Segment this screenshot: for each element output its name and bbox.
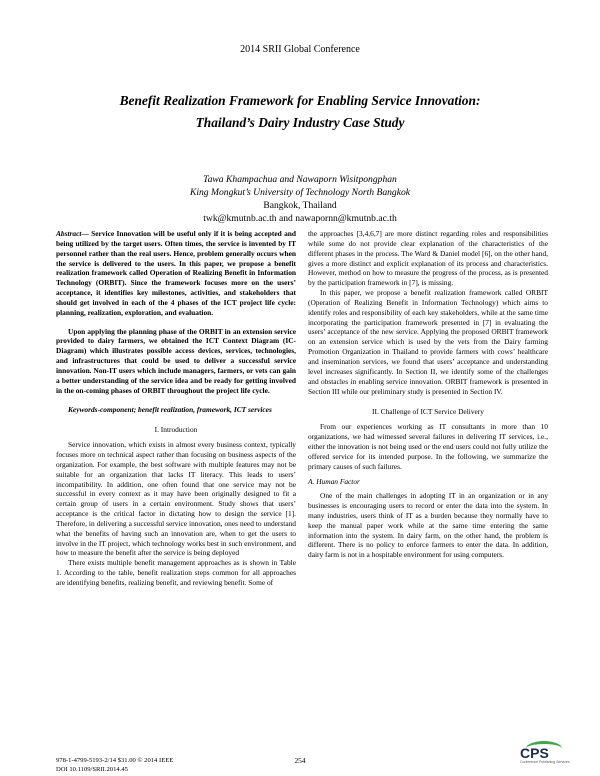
section-2-heading: II. Challenge of ICT Service Delivery [372,407,484,417]
right-paragraph-3: From our experiences working as IT consultants in more than 10 organizations, we had witnessed several failures in delivering IT services, i.e., either the innovation is not being used or the end users could not fully utilize the offered service for its intended purpose. In the following, we summarize the primary causes of such failures. [308,422,548,471]
abstract-text: — Service Innovation will be useful only if it is being accepted and being utilized by the target users. Often times, the service is invented by IT personnel rather than the real users. Hence, problem generally occurs when the service is delivered to the users. In this paper, we propose a benefit realization framework called Operation of Realizing Benefit in Information Technology (ORBIT). Since the framework focuses more on the users’ acceptance, it identifies key milestones, activities, and stakeholders that should get involved in each of the 4 phases of the ICT project life cycle: planning, realization, exploration, and evaluation. [56,229,296,317]
abstract-label: Abstract [56,229,82,238]
section-1-heading: I. Introduction [154,425,198,435]
author-names: Tawa Khampachua and Nawaporn Wisitpongphan [203,174,397,185]
right-paragraph-2: In this paper, we propose a benefit realization framework called ORBIT (Operation of Realizing Benefit in Information Technology) which aims to identify roles and responsibility of each key stakeholders, while at the same time incorporating the participation framework presented in [7] in evaluating the users’ acceptance of the new service. Applying the proposed ORBIT framework on an extension service which is used by the vets from the Dairy farming Promotion Organization in Thailand to provide farmers with cows’ healthcare and insemination services, we found that users’ acceptance and understanding level increases significantly. In Section II, we identify some of the challenges and obstacles in enabling service innovation. ORBIT framework is presented in Section III while our preliminary study is presented in Section IV. [308,288,548,396]
subsection-a-heading: A. Human Factor [308,477,360,487]
footer-doi: DOI 10.1109/SRII.2014.45 [56,766,128,773]
footer-isbn: 978-1-4799-5193-2/14 $31.00 © 2014 IEEE [56,757,174,764]
paper-title [60,90,540,134]
author-email: twk@kmutnb.ac.th and nawapornn@kmutnb.ac.th [203,213,397,224]
cps-logo [520,745,570,769]
right-paragraph-1: the approaches [3,4,6,7] are more distinct regarding roles and responsibilities while some do not provide clear explanation of the characteristics of the different phases in the process. The Ward & Daniel model [6], on the other hand, gives a more distinct and explicit explanation of its process and characteristics. However, method on how to measure the progress of the process, as is presented by the participation framework in [7], is missing. [308,229,548,288]
intro-paragraph-1: Service innovation, which exists in almost every business context, typically focuses more on technical aspect rather than focusing on business aspects of the organization. For example, the best software with multiple features may not be suitable for an organization that lacks IT literacy. This leads to users’ incompatibility. In addition, one often found that one service may not be successful in every context as it may have been originally designed to fit a certain group of users in a certain environment. Study shows that users’ acceptance is the critical factor in dictating how to design the service [1]. Therefore, in delivering a successful service innovation, ones need to understand what the benefits of having such an innovation are, when to get the users to involve in the IT project, which technology works best in such environment, and how to measure the benefit after the service is being deployed [56,440,296,558]
keywords: Keywords-component; benefit realization, framework, ICT services [68,404,272,414]
page-number: 254 [294,756,306,765]
right-column [308,229,548,560]
conference-header: 2014 SRII Global Conference [240,44,360,55]
author-block [60,173,540,225]
title-line-2: Thailand’s Dairy Industry Case Study [195,115,405,130]
title-line-1: Benefit Realization Framework for Enabling Service Innovation: [119,93,481,108]
cps-logo-subtext: Conference Publishing Services [520,760,570,764]
right-paragraph-4: One of the main challenges in adopting IT in an organization or in any businesses is encouraging users to record or enter the data into the system. In many industries, users think of IT as a burden because they normally have to keep the manual paper work while at the same time entering the same information into the system. In dairy farm, on the other hand, the problem is different. There is no policy to enforce farmers to enter the data. In addition, dairy farm is not in a hospitable environment for using computers. [308,491,548,560]
left-column [56,229,296,588]
cps-logo-text: CPS [520,745,549,761]
author-location: Bangkok, Thailand [263,200,337,211]
abstract-paragraph-2: Upon applying the planning phase of the ORBIT in an extension service provided to dairy farmers, we obtained the ICT Context Diagram (IC-Diagram) which illustrates possible access devices, services, technologies, and infrastructures that could be used to deliver a successful service innovation. Non-IT users which include managers, farmers, or vets can gain a better understanding of the service idea and be ready for getting involved in the on-coming phases of ORBIT throughout the project life cycle. [56,326,296,395]
author-affiliation: King Mongkut’s University of Technology North Bangkok [189,187,411,198]
intro-paragraph-2: There exists multiple benefit management approaches as is shown in Table 1. According to the table, benefit realization steps common for all approaches are identifying benefits, realizing benefit, and reviewing benefit. Some of [56,558,296,587]
abstract-paragraph [56,229,296,318]
